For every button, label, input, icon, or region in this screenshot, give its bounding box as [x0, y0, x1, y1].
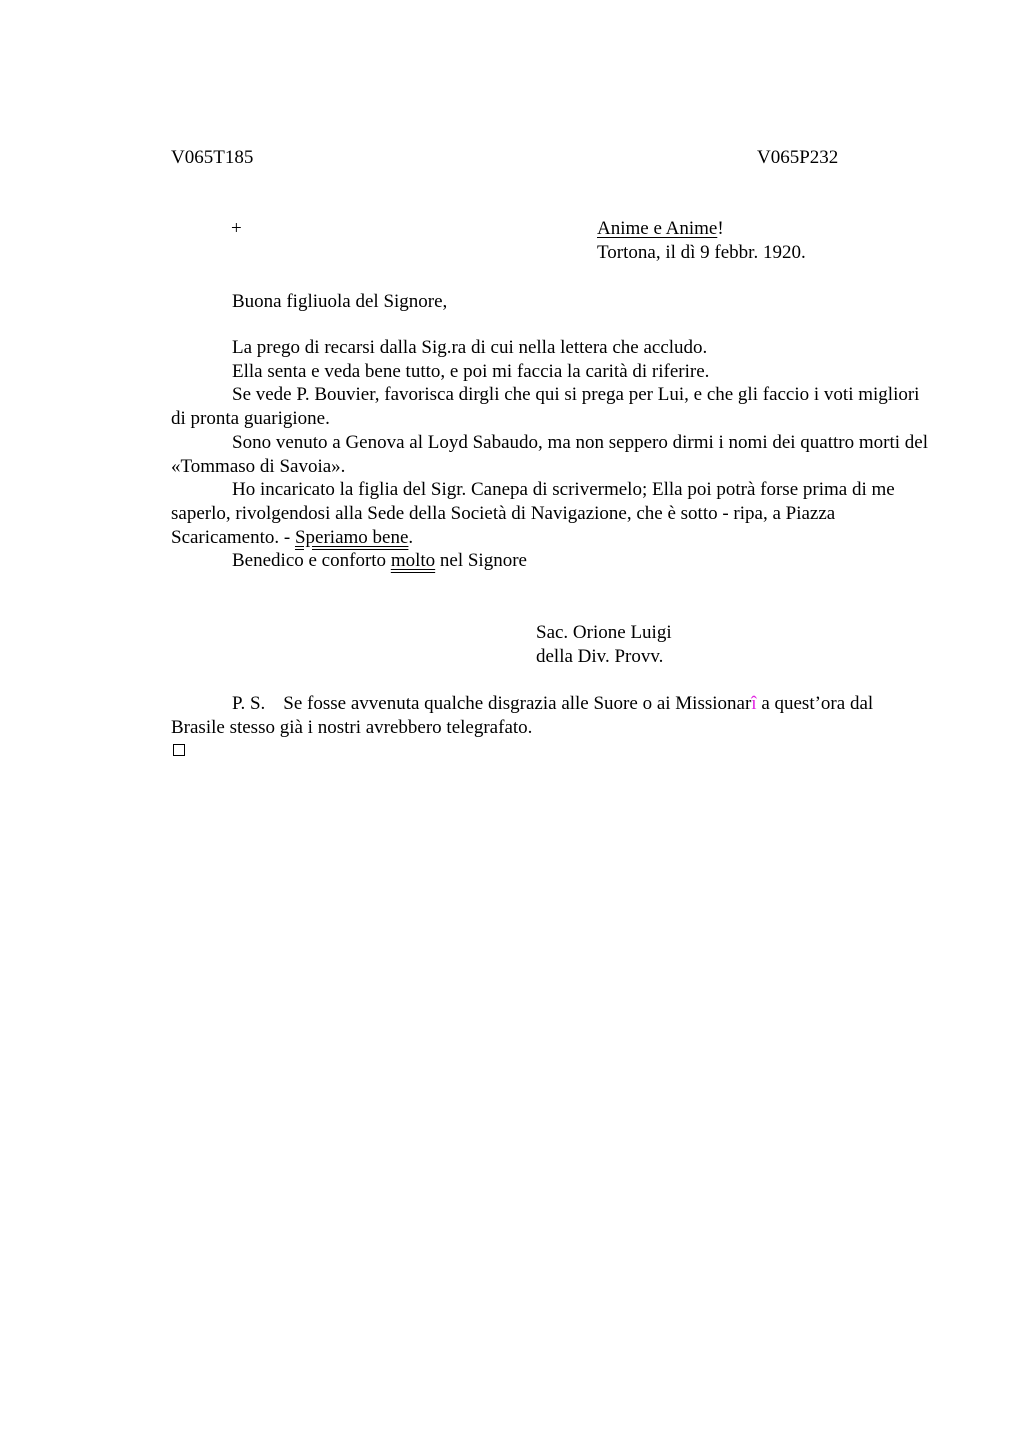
paragraph-6-before: Benedico e conforto	[232, 550, 391, 572]
paragraph-4: Sono venuto a Genova al Loyd Sabaudo, ma non seppero dirmi i nomi dei quattro morti del «Tommaso di Savoia».	[171, 431, 929, 477]
postscript-label: P. S.	[232, 693, 266, 714]
motto-suffix: !	[717, 218, 724, 239]
document-code-left: V065T185	[171, 147, 254, 168]
signature-name: Sac. Orione Luigi	[536, 622, 672, 643]
paragraph-3: Se vede P. Bouvier, favorisca dirgli che qui si prega per Lui, e che gli faccio i voti migliori di pronta guarigione.	[171, 384, 920, 430]
letter-body	[171, 336, 931, 573]
signature-title: della Div. Provv.	[536, 646, 664, 667]
motto	[597, 217, 724, 241]
paragraph-6-underlined: molto	[390, 550, 436, 572]
salutation: Buona figliuola del Signore,	[232, 291, 448, 312]
paragraph-6	[171, 549, 931, 573]
postscript-text-before: Se fosse avvenuta qualche disgrazia alle Suore o ai Missionar	[283, 693, 752, 714]
document-code-right: V065P232	[757, 147, 839, 168]
postscript-highlight: î	[751, 693, 757, 714]
paragraph-5	[171, 478, 931, 549]
end-square-icon	[173, 744, 185, 756]
paragraph-5-end: .	[408, 526, 414, 548]
paragraph-2: Ella senta e veda bene tutto, e poi mi faccia la carità di riferire.	[232, 360, 710, 382]
postscript-text-after: a quest’ora dal Brasile stesso già i nostri avrebbero telegrafato.	[171, 693, 874, 738]
paragraph-6-after: nel Signore	[435, 550, 527, 572]
motto-underlined: Anime e Anime	[597, 218, 718, 239]
paragraph-5-text: Ho incaricato la figlia del Sigr. Canepa di scrivermelo; Ella poi potrà forse prima di me saperlo, rivolgendosi alla Sede della Società di Navigazione, che è sotto - ripa, a Piazza Scaricamento. -	[171, 479, 895, 548]
paragraph-1: La prego di recarsi dalla Sig.ra di cui nella lettera che accludo.	[232, 337, 708, 358]
cross-symbol: +	[231, 218, 242, 239]
postscript	[171, 692, 931, 739]
place-date: Tortona, il dì 9 febbr. 1920.	[597, 242, 806, 263]
paragraph-5-underlined: Speriamo bene	[294, 526, 409, 548]
